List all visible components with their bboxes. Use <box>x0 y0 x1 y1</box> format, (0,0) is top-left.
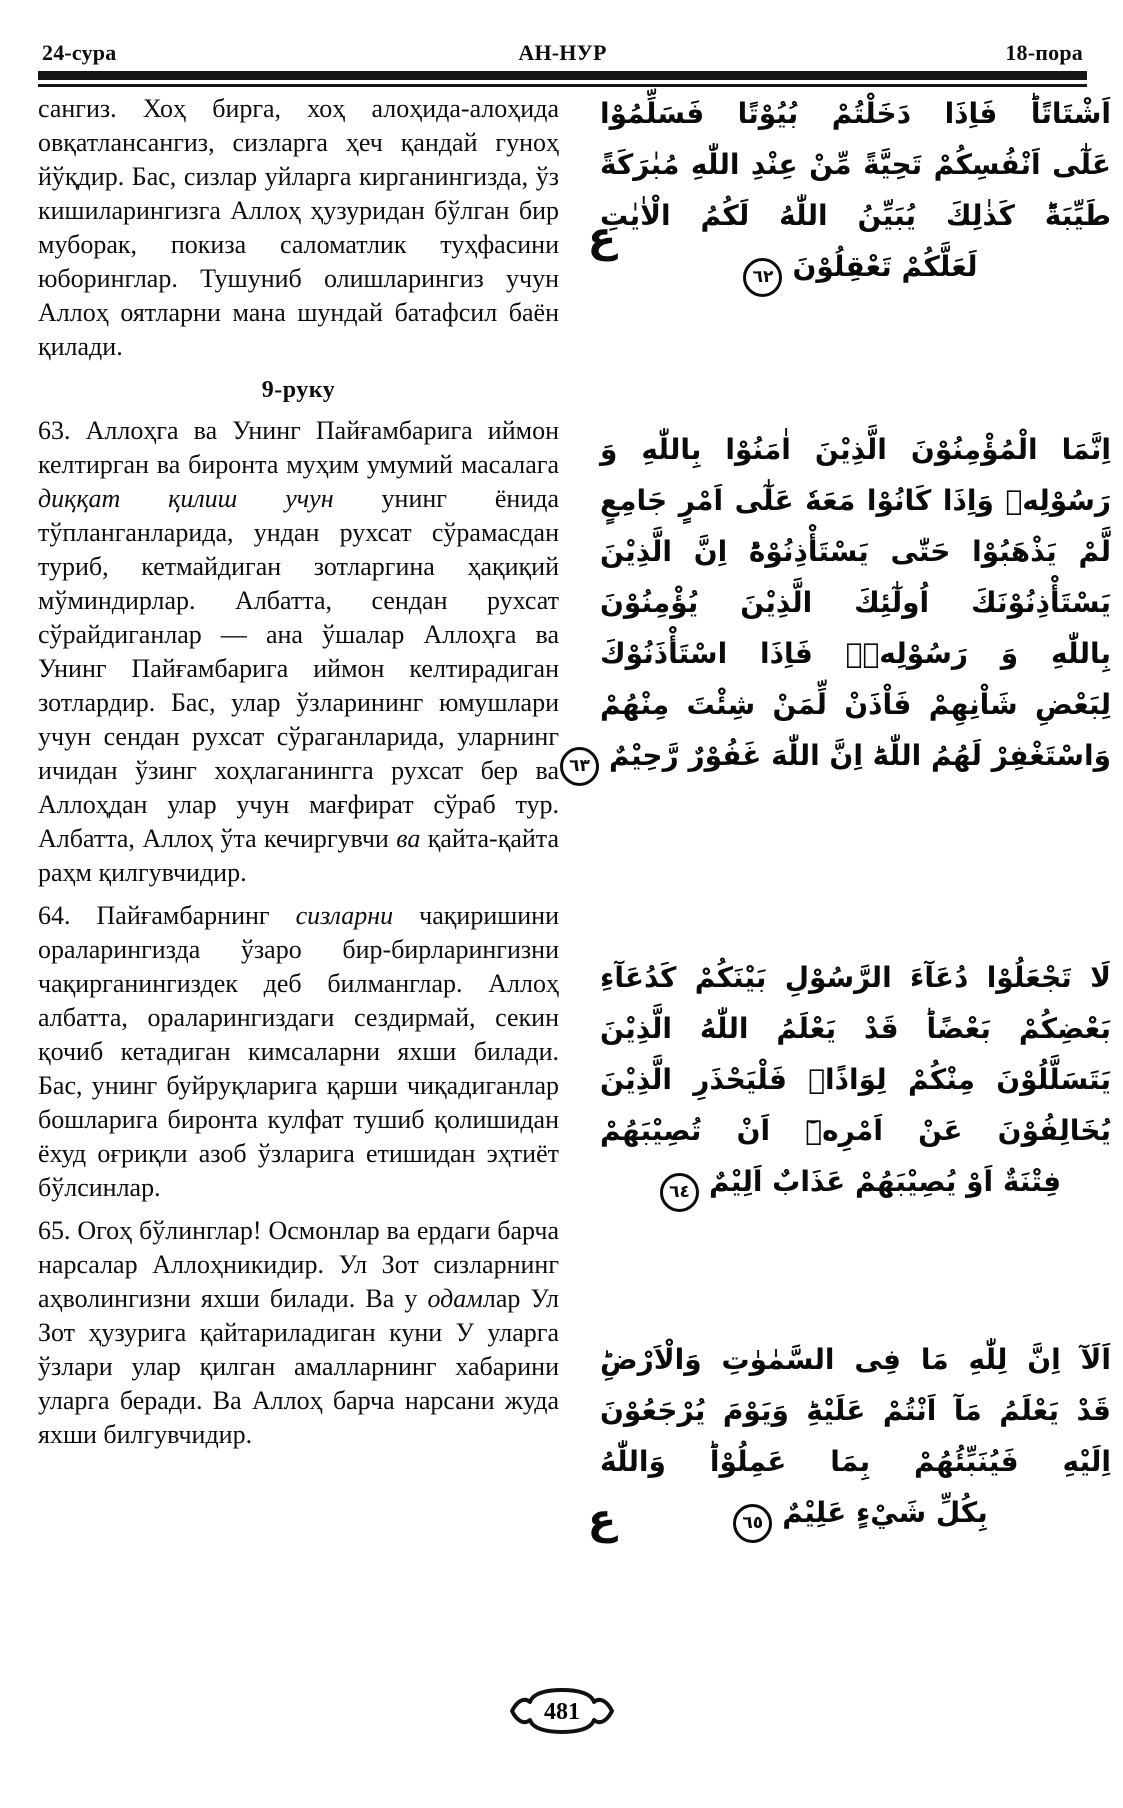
verse-63-seg: 63. Аллоҳга ва Унинг Пайғамбарига иймон келтирган ва биронта муҳим умумий масалага <box>38 416 559 479</box>
arabic-line-text: لَعَلَّكُمْ تَعْقِلُوْنَ <box>792 250 978 283</box>
arabic-line-text: بِكُلِّ شَيْءٍ عَلِيْمٌ <box>782 1496 988 1529</box>
arabic-line: رَسُوْلِهٖ وَاِذَا كَانُوْا مَعَهٗ عَلٰٓى اَمْرٍ جَامِعٍ <box>600 484 1111 517</box>
arabic-line: بَعْضِكُمْ بَعْضًاؕ قَدْ يَعْلَمُ اللّٰهُ الَّذِيْنَ <box>600 1012 1111 1045</box>
arabic-line: اِنَّمَا الْمُؤْمِنُوْنَ الَّذِيْنَ اٰمَنُوْا بِاللّٰهِ وَ <box>600 433 1111 466</box>
verse-63-seg-italic: ва <box>396 824 421 853</box>
header-rule-thin <box>38 84 1087 87</box>
cartouche-ornament-icon <box>508 1688 616 1734</box>
arabic-line: اَشْتَاتًاؕ فَاِذَا دَخَلْتُمْ بُيُوْتًا فَسَلِّمُوْا <box>600 97 1111 130</box>
arabic-block-ayah-62 <box>600 88 1111 292</box>
arabic-line: لَّمْ يَذْهَبُوْا حَتّٰى يَسْتَأْذِنُوْهُؕ اِنَّ الَّذِيْنَ <box>600 535 1111 568</box>
header-rule <box>38 71 1087 87</box>
arabic-block-ayah-63 <box>569 424 1111 781</box>
translation-column <box>38 92 559 1461</box>
arabic-line: يَسْتَأْذِنُوْنَكَ اُولٰٓئِكَ الَّذِيْنَ يُؤْمِنُوْنَ <box>600 586 1111 619</box>
page-number: 481 <box>543 1699 580 1725</box>
arabic-line: عَلٰٓى اَنْفُسِكُمْ تَحِيَّةً مِّنْ عِنْدِ اللّٰهِ مُبٰرَكَةً <box>600 148 1111 181</box>
arabic-line: لَا تَجْعَلُوْا دُعَآءَ الرَّسُوْلِ بَيْنَكُمْ كَدُعَآءِ <box>600 961 1111 994</box>
ruku-margin-icon <box>580 212 624 261</box>
juz-label: 18-пора <box>1001 40 1087 66</box>
verse-end-marker-63: ٦٣ <box>560 747 599 786</box>
arabic-line-last <box>600 1487 1111 1538</box>
verse-65-seg-italic: одам <box>427 1284 483 1313</box>
arabic-line: قَدْ يَعْلَمُ مَآ اَنْتُمْ عَلَيْهِؕ وَيَوْمَ يُرْجَعُوْنَ <box>600 1394 1111 1427</box>
verse-65-seg: 65. Огоҳ бўлинглар! Осмонлар ва ердаги барча нарсалар Аллоҳникидир. Ул Зот сизларнинг аҳволингизни яхши билади. Ва у <box>38 1216 559 1313</box>
arabic-line: طَيِّبَةًؕ كَذٰلِكَ يُبَيِّنُ اللّٰهُ لَكُمُ الْاٰيٰتِ <box>600 199 1111 232</box>
ruku-symbol: ع <box>587 1494 617 1543</box>
verse-64-seg-italic: сизларни <box>295 901 394 930</box>
verse-65-seg: лар Ул Зот ҳузурига қайтариладиган куни У уларга ўзлари улар қилган амалларнинг хабарини уларга беради. Ва Аллоҳ барча нарсани жуда яхши билгувчидир. <box>38 1284 559 1449</box>
verse-63-seg: қайта-қайта раҳм қилгувчидир. <box>38 824 559 887</box>
arabic-line: اِلَيْهِ فَيُنَبِّئُهُمْ بِمَا عَمِلُوْاؕ وَاللّٰهُ <box>600 1445 1111 1478</box>
verse-64-seg: чақиришини ораларингизда ўзаро бир-бирларингизни чақирганингиздек деб билманглар. Аллоҳ албатта, ораларингиздаги сездирмай, секин қочиб кетадиган кимсаларни яхши билади. Бас, унинг буйруқларига қарши чиқадиганлар бошларига биронта кулфат тушиб қолишидан ёхуд оғриқли азоб ўзларига етишидан эҳтиёт бўлсинлар. <box>38 901 559 1202</box>
verse-63-seg: унинг ёнида тўпланганларида, ундан рухсат сўрамасдан туриб, кетмайдиган зотларгина ҳақиқий мўминдирлар. Албатта, сендан рухсат сўрайдиганлар — ана ўшалар Аллоҳга ва Унинг Пайғамбарига иймон келтирадиган зотлардир. Бас, улар ўзларининг юмушлари учун сендан рухсат сўраганларида, уларнинг ичидан ўзинг хоҳлаганингга рухсат бер ва Аллоҳдан улар учун мағфират сўраб тур. Албатта, Аллоҳ ўта кечиргувчи <box>38 484 559 853</box>
arabic-line-last <box>569 730 1111 781</box>
arabic-block-ayah-64 <box>600 952 1111 1207</box>
verse-63-seg-italic: диққат қилиш учун <box>38 484 334 513</box>
page-header <box>38 40 1087 66</box>
arabic-line: يَتَسَلَّلُوْنَ مِنْكُمْ لِوَاذًاۚ فَلْيَحْذَرِ الَّذِيْنَ <box>600 1063 1111 1096</box>
verse-end-marker-65: ٦٥ <box>733 1504 772 1543</box>
verse-61-text: сангиз. Хоҳ бирга, хоҳ алоҳида-алоҳида овқатлансангиз, сизларга ҳеч қандай гуноҳ йўқдир. Бас, сизлар уйларга кирганингизда, ўз кишиларингизга Аллоҳ ҳузуридан бўлган бир муборак, покиза саломатлик туҳфасини юборинглар. Тушуниб олишларингиз учун Аллоҳ оятларни мана шундай батафсил баён қилади. <box>38 94 559 361</box>
arabic-line-text: وَاسْتَغْفِرْ لَهُمُ اللّٰهَؕ اِنَّ اللّٰهَ غَفُوْرٌ رَّحِيْمٌ <box>609 739 1111 772</box>
arabic-line: يُخَالِفُوْنَ عَنْ اَمْرِهٖٓ اَنْ تُصِيْبَهُمْ <box>600 1114 1111 1147</box>
page-number-cartouche <box>508 1688 616 1739</box>
verse-64-translation <box>38 899 559 1205</box>
ruku-heading: 9-руку <box>261 377 336 403</box>
surah-number-label: 24-сура <box>38 40 120 66</box>
verse-65-translation <box>38 1214 559 1452</box>
arabic-line-last <box>600 241 1111 292</box>
verse-64-seg: 64. Пайғамбарнинг <box>38 901 296 930</box>
surah-title: АН-НУР <box>518 40 607 65</box>
ruku-margin-icon <box>580 1494 624 1543</box>
verse-end-marker-64: ٦٤ <box>660 1173 699 1212</box>
arabic-line-text: فِتْنَةٌ اَوْ يُصِيْبَهُمْ عَذَابٌ اَلِيْمٌ <box>708 1165 1062 1198</box>
arabic-line: اَلَآ اِنَّ لِلّٰهِ مَا فِى السَّمٰوٰتِ وَالْاَرْضِؕ <box>600 1343 1111 1376</box>
arabic-line-last <box>600 1156 1111 1207</box>
verse-63-translation <box>38 414 559 890</box>
arabic-line: لِبَعْضِ شَاْنِهِمْ فَاْذَنْ لِّمَنْ شِئْتَ مِنْهُمْ <box>600 688 1111 721</box>
arabic-line: بِاللّٰهِ وَ رَسُوْلِهٖۚ فَاِذَا اسْتَأْذَنُوْكَ <box>600 637 1111 670</box>
header-rule-thick <box>38 71 1087 80</box>
verse-end-marker-62: ٦٢ <box>743 258 782 297</box>
arabic-block-ayah-65 <box>600 1334 1111 1538</box>
verse-61-continuation <box>38 92 559 364</box>
ruku-symbol: ع <box>587 212 617 261</box>
